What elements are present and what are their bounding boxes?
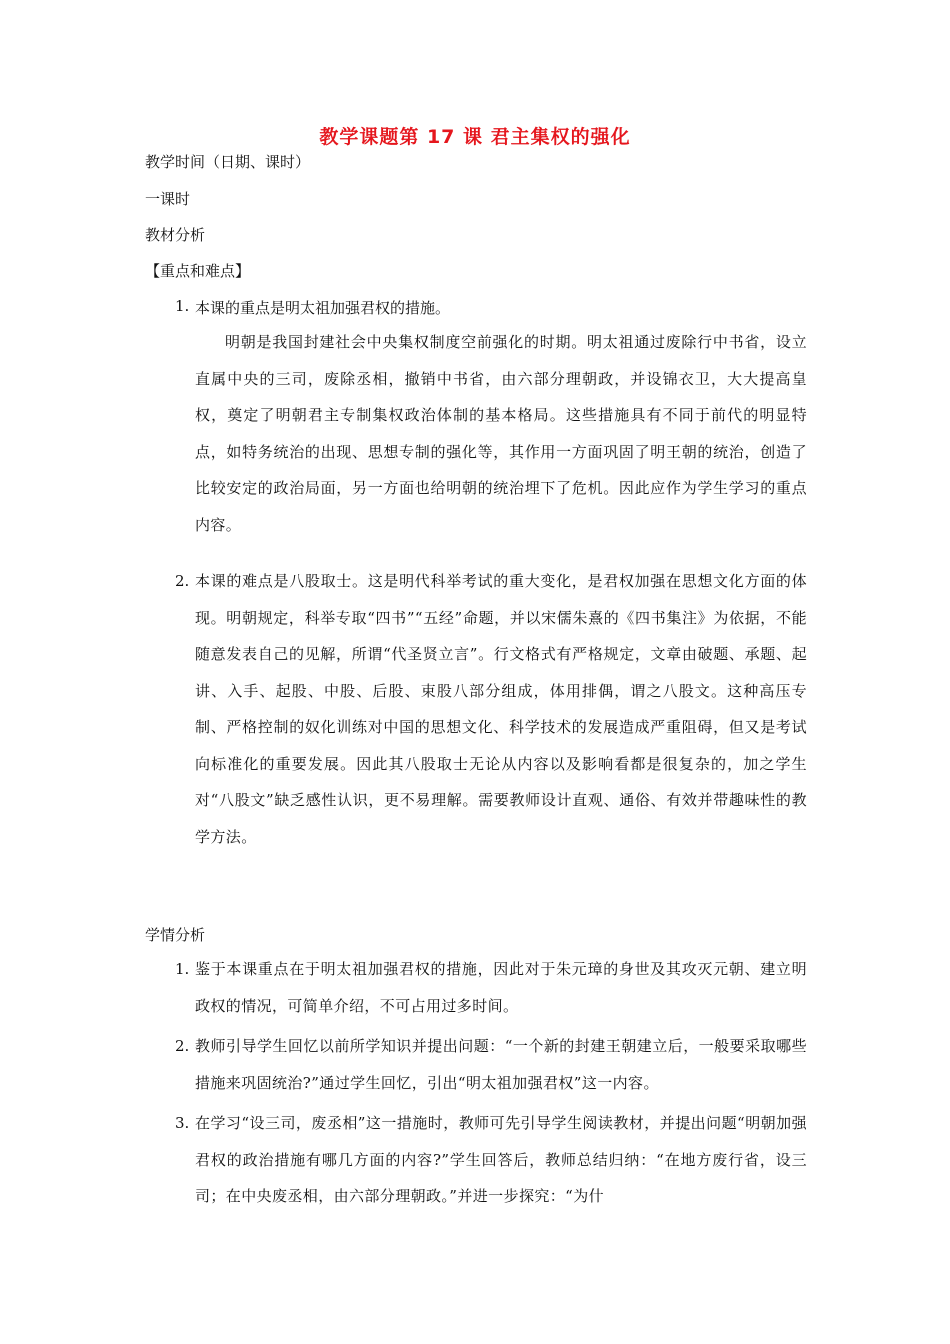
key-point-paragraph: 明朝是我国封建社会中央集权制度空前强化的时期。明太祖通过废除行中书省，设立直属中央的三司，废除丞相，撤销中书省，由六部分理朝政，并设锦衣卫，大大提高皇权，奠定了明朝君主专制集权政治体制的基本格局。这些措施具有不同于前代的明显特点，如特务统治的出现、思想专制的强化等，其作用一方面巩固了明王朝的统治，创造了比较安定的政治局面，另一方面也给明朝的统治埋下了危机。因此应作为学生学习的重点内容。 — [195, 333, 807, 534]
student-point-paragraph: 在学习“设三司，废丞相”这一措施时，教师可先引导学生阅读教材，并提出问题“明朝加强君权的政治措施有哪几方面的内容?”学生回答后，教师总结归纳：“在地方废行省，设三司；在中央废丞相，由六部分理朝政。”并进一步探究：“为什 — [195, 1114, 807, 1205]
key-point-number: 2. — [175, 572, 190, 590]
lesson-title: 教学课题第 17 课 君主集权的强化 — [319, 126, 631, 148]
key-point-number: 1. — [175, 297, 190, 315]
teaching-time-label: 教学时间（日期、课时） — [145, 153, 311, 171]
key-point-paragraph: 本课的难点是八股取士。这是明代科举考试的重大变化，是君权加强在思想文化方面的体现。明朝规定，科举专取“四书”“五经”命题，并以宋儒朱熹的《四书集注》为依据，不能随意发表自己的见解，所谓“代圣贤立言”。行文格式有严格规定，文章由破题、承题、起讲、入手、起股、中股、后股、束股八部分组成，体用排偶，谓之八股文。这种高压专制、严格控制的奴化训练对中国的思想文化、科学技术的发展造成严重阻碍，但又是考试向标准化的重要发展。因此其八股取士无论从内容以及影响看都是很复杂的，加之学生对“八股文”缺乏感性认识，更不易理解。需要教师设计直观、通俗、有效并带趣味性的教学方法。 — [195, 572, 807, 846]
teaching-time-value: 一课时 — [145, 190, 191, 208]
student-point-number: 3. — [175, 1114, 190, 1132]
key-points-heading: 【重点和难点】 — [145, 262, 251, 280]
student-point-paragraph: 教师引导学生回忆以前所学知识并提出问题：“一个新的封建王朝建立后，一般要采取哪些措施来巩固统治?”通过学生回忆，引出“明太祖加强君权”这一内容。 — [195, 1037, 807, 1092]
student-point-number: 2. — [175, 1037, 190, 1055]
material-analysis-heading: 教材分析 — [145, 226, 206, 244]
student-point-number: 1. — [175, 960, 190, 978]
student-point-paragraph: 鉴于本课重点在于明太祖加强君权的措施，因此对于朱元璋的身世及其攻灭元朝、建立明政权的情况，可简单介绍，不可占用过多时间。 — [195, 960, 807, 1015]
key-point-lead: 本课的重点是明太祖加强君权的措施。 — [195, 299, 451, 317]
student-analysis-heading: 学情分析 — [145, 926, 206, 944]
